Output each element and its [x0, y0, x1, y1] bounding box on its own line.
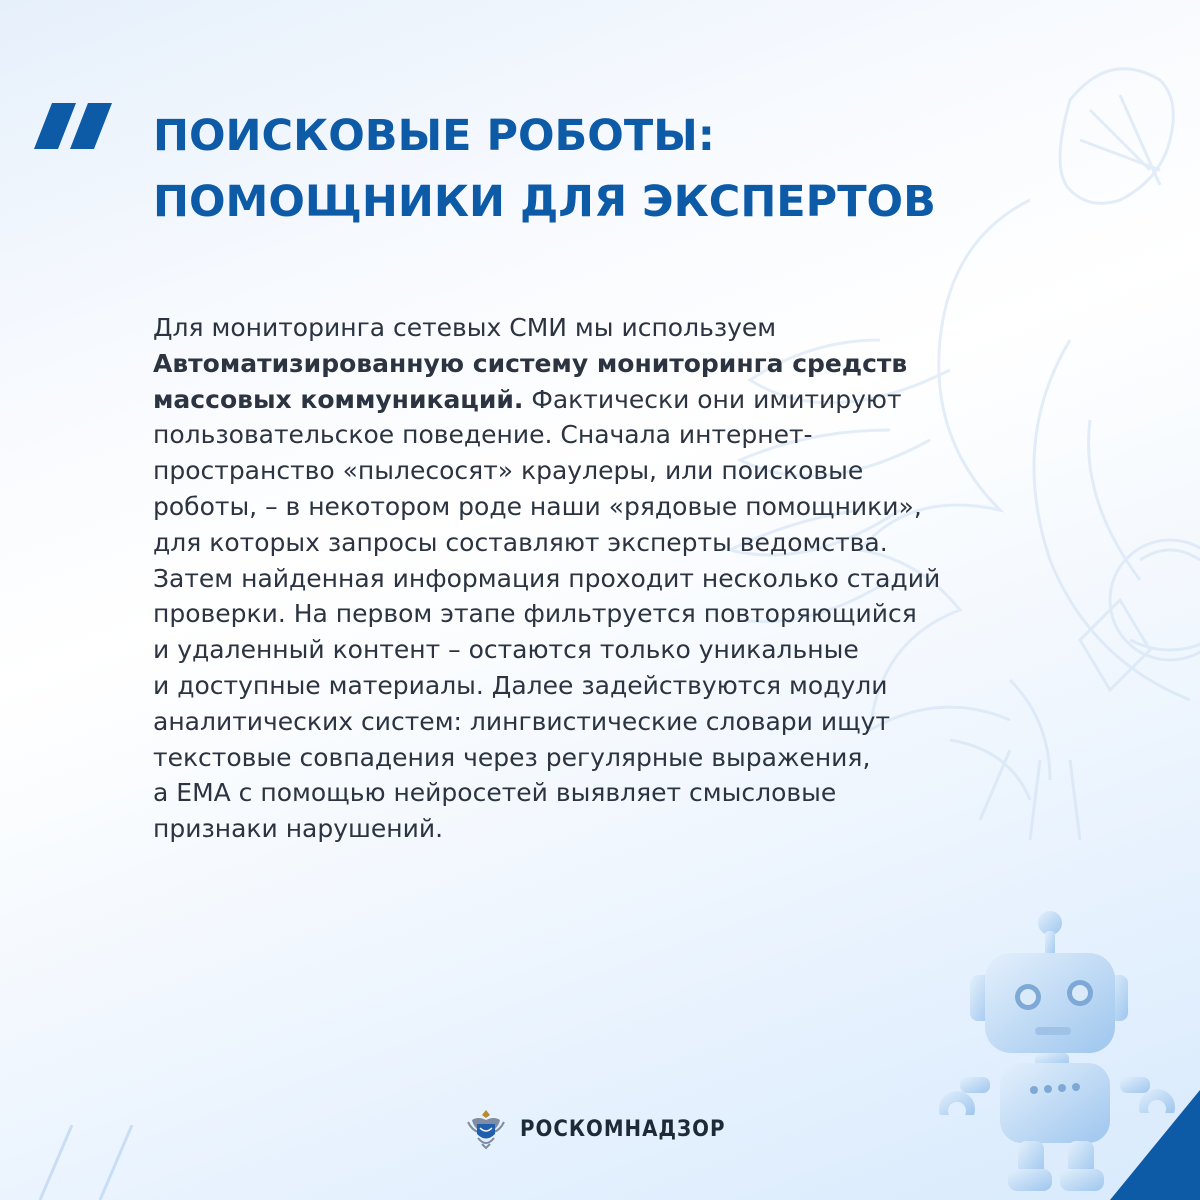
body-line — [153, 346, 1113, 382]
double-slash-icon — [34, 103, 112, 149]
body-line: проверки. На первом этапе фильтруется повторяющийся — [153, 599, 917, 629]
body-line: Затем найденная информация проходит несколько стадий — [153, 563, 941, 593]
body-line: и доступные материалы. Далее задействуются модули — [153, 670, 888, 700]
body-line: аналитических систем: лингвистические словари ищут — [153, 706, 891, 736]
title-line-2: ПОМОЩНИКИ ДЛЯ ЭКСПЕРТОВ — [153, 177, 936, 227]
body-line: роботы, – в некотором роде наши «рядовые помощники», — [153, 491, 922, 521]
body-line — [153, 382, 1113, 418]
page-title — [153, 103, 1053, 235]
faint-slash-decoration — [0, 1125, 180, 1200]
bold-term: массовых коммуникаций. — [153, 384, 524, 414]
body-line: пользовательское поведение. Сначала интернет- — [153, 420, 813, 450]
body-line: для которых запросы составляют эксперты ведомства. — [153, 527, 888, 557]
body-line: Для мониторинга сетевых СМИ мы используем — [153, 313, 777, 342]
body-line: текстовые совпадения через регулярные выражения, — [153, 742, 871, 772]
body-line: признаки нарушений. — [153, 814, 444, 844]
brand-name: РОСКОМНАДЗОР — [520, 1116, 726, 1142]
body-paragraph — [153, 310, 1113, 847]
body-line: пространство «пылесосят» краулеры, или поисковые — [153, 456, 864, 486]
roskomnadzor-seal-icon — [466, 1108, 506, 1150]
bold-term: Автоматизированную систему мониторинга средств — [153, 348, 908, 378]
body-line: а ЕМА с помощью нейросетей выявляет смысловые — [153, 778, 837, 808]
footer-logo — [466, 1108, 725, 1150]
body-line: и удаленный контент – остаются только уникальные — [153, 635, 859, 665]
title-line-1: ПОИСКОВЫЕ РОБОТЫ: — [153, 111, 715, 161]
body-text-fragment: Фактически они имитируют — [523, 384, 902, 414]
robot-illustration — [930, 905, 1190, 1200]
